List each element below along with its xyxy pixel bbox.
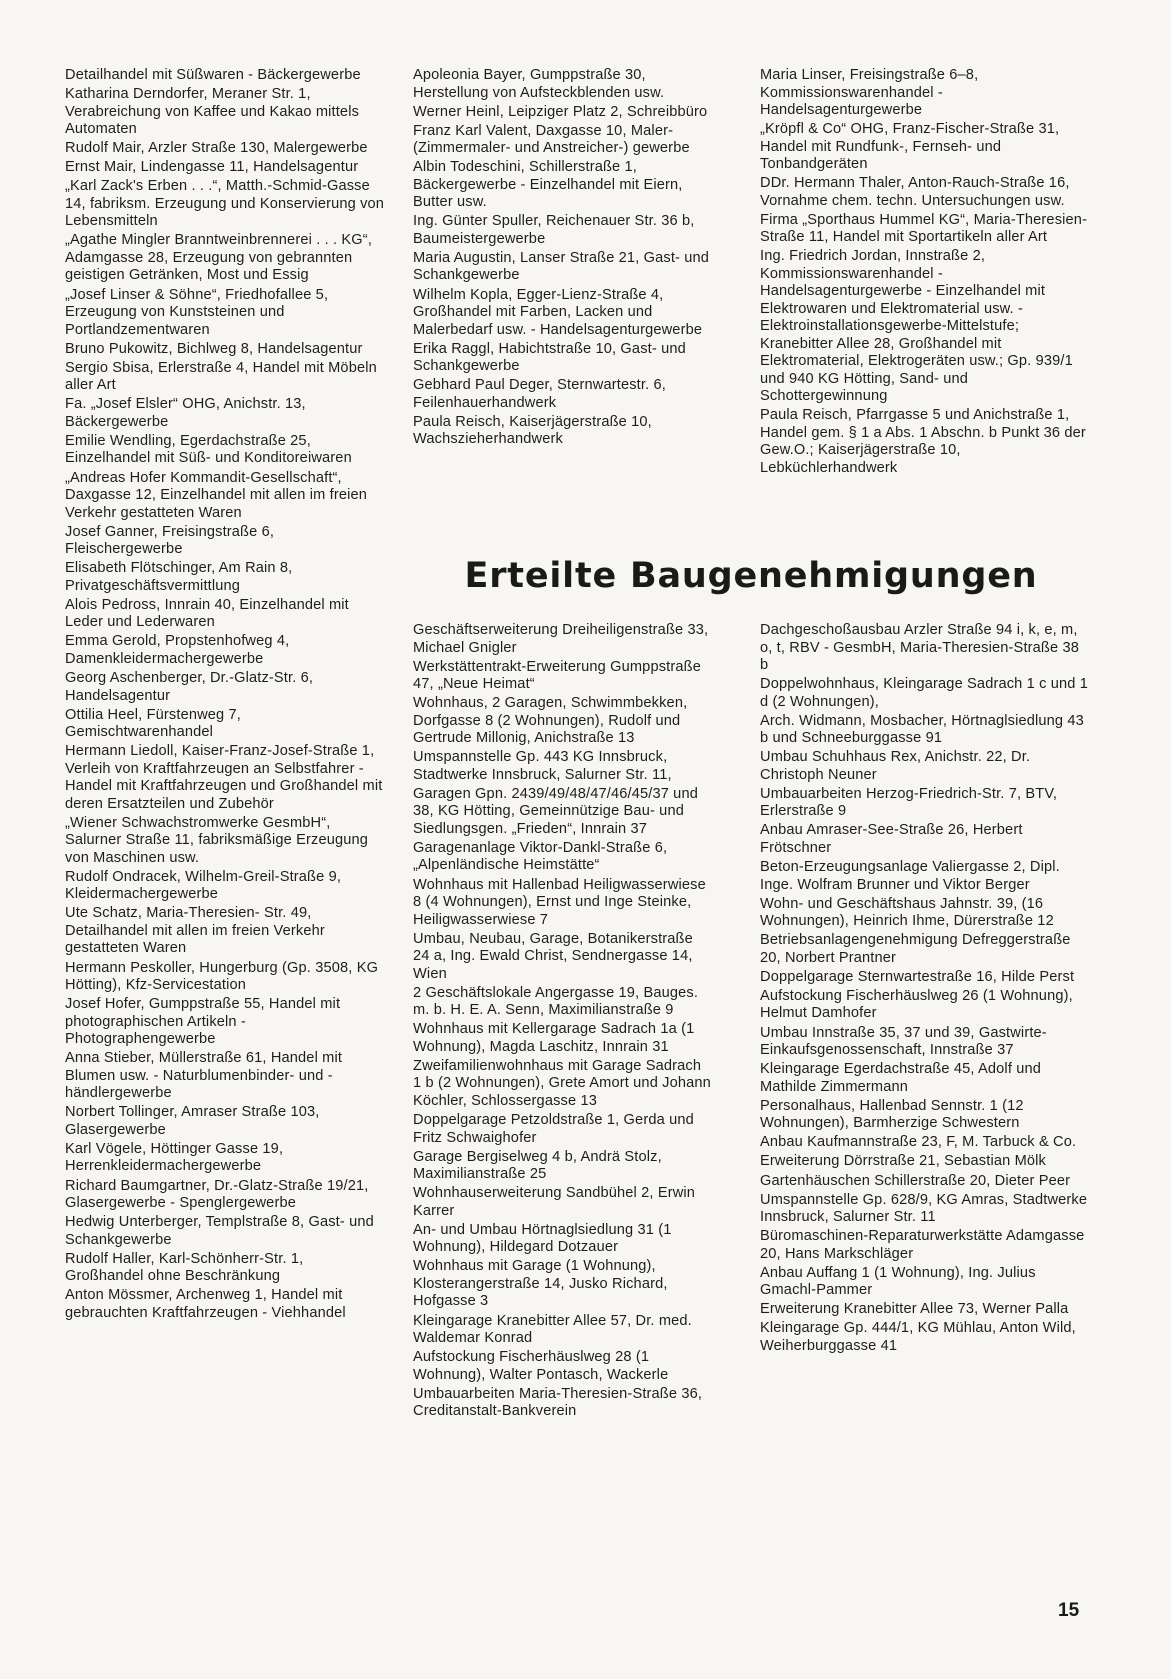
list-item: Erika Raggl, Habichtstraße 10, Gast- und Schankgewerbe bbox=[413, 340, 686, 375]
list-item: Arch. Widmann, Mosbacher, Hörtnaglsiedlung 43 b und Schneeburggasse 91 bbox=[760, 712, 1084, 747]
list-item: Dachgeschoßausbau Arzler Straße 94 i, k, e, m, o, t, RBV - GesmbH, Maria-Theresien-Straße 38 b bbox=[760, 622, 1079, 673]
list-item: Kleingarage Kranebitter Allee 57, Dr. med. Waldemar Konrad bbox=[413, 1312, 692, 1346]
list-item: Aufstockung Fischerhäuslweg 26 (1 Wohnung), Helmut Damhofer bbox=[760, 987, 1073, 1022]
list-item: Anbau Auffang 1 (1 Wohnung), Ing. Julius Gmachl-Pammer bbox=[760, 1264, 1036, 1299]
list-item: Büromaschinen-Reparaturwerkstätte Adamgasse 20, Hans Markschläger bbox=[760, 1228, 1085, 1262]
list-item: Wohnhaus, 2 Garagen, Schwimmbekken, Dorfgasse 8 (2 Wohnungen), Rudolf und Gertrude Millonig, Anichstraße 13 bbox=[413, 695, 688, 747]
list-item: Umbau, Neubau, Garage, Botanikerstraße 24 a, Ing. Ewald Christ, Sendnergasse 14, Wien bbox=[413, 930, 693, 982]
list-item: Hermann Liedoll, Kaiser-Franz-Josef-Straße 1, Verleih von Kraftfahrzeugen an Selbstfahrer - Handel mit Kraftfahrzeugen und Großhandel mit deren Ersatzteilen und Zubehör bbox=[65, 743, 383, 812]
list-item: Katharina Derndorfer, Meraner Str. 1, Verabreichung von Kaffee und Kakao mittels Automaten bbox=[65, 86, 360, 138]
list-item: Beton-Erzeugungsanlage Valiergasse 2, Dipl. Inge. Wolfram Brunner und Viktor Berger bbox=[760, 859, 1060, 893]
list-item: Umspannstelle Gp. 443 KG Innsbruck, Stadtwerke Innsbruck, Salurner Str. 11, bbox=[413, 749, 672, 783]
list-item: Umbauarbeiten Maria-Theresien-Straße 36, Creditanstalt-Bankverein bbox=[413, 1385, 703, 1420]
list-item: Wilhelm Kopla, Egger-Lienz-Straße 4, Großhandel mit Farben, Lacken und Malerbedarf usw. - Handelsagenturgewerbe bbox=[413, 286, 703, 338]
list-item: Norbert Tollinger, Amraser Straße 103, Glasergewerbe bbox=[65, 1104, 320, 1138]
list-item: Umbauarbeiten Herzog-Friedrich-Str. 7, BTV, Erlerstraße 9 bbox=[760, 785, 1058, 820]
business-permits-column-2 bbox=[413, 67, 713, 450]
list-item: Albin Todeschini, Schillerstraße 1, Bäckergewerbe - Einzelhandel mit Eiern, Butter usw. bbox=[413, 159, 683, 211]
list-item: Betriebsanlagengenehmigung Defreggerstraße 20, Norbert Prantner bbox=[760, 932, 1071, 966]
list-item: Hermann Peskoller, Hungerburg (Gp. 3508, KG Hötting), Kfz-Servicestation bbox=[65, 959, 379, 994]
list-item: Ing. Günter Spuller, Reichenauer Str. 36 b, Baumeistergewerbe bbox=[413, 213, 695, 247]
list-item: „Karl Zack's Erben . . .“, Matth.-Schmid-Gasse 14, fabriksm. Erzeugung und Konservierung von Lebensmitteln bbox=[65, 178, 385, 230]
list-item: Firma „Sporthaus Hummel KG“, Maria-Theresien-Straße 11, Handel mit Sportartikeln aller Art bbox=[760, 211, 1088, 246]
list-item: Rudolf Haller, Karl-Schönherr-Str. 1, Großhandel ohne Beschränkung bbox=[65, 1250, 304, 1285]
list-item: Josef Hofer, Gumppstraße 55, Handel mit photographischen Artikeln - Photographengewerbe bbox=[65, 996, 341, 1048]
list-item: Emma Gerold, Propstenhofweg 4, Damenkleidermachergewerbe bbox=[65, 633, 290, 667]
list-item: Rudolf Mair, Arzler Straße 130, Malergewerbe bbox=[65, 140, 368, 157]
list-item: DDr. Hermann Thaler, Anton-Rauch-Straße 16, Vornahme chem. techn. Untersuchungen usw. bbox=[760, 175, 1070, 209]
list-item: Wohnhaus mit Kellergarage Sadrach 1a (1 Wohnung), Magda Laschitz, Innrain 31 bbox=[413, 1021, 695, 1055]
list-item: Umbau Innstraße 35, 37 und 39, Gastwirte-Einkaufsgenossenschaft, Innstraße 37 bbox=[760, 1024, 1047, 1059]
list-item: Paula Reisch, Pfarrgasse 5 und Anichstraße 1, Handel gem. § 1 a Abs. 1 Abschn. b Punkt 36 der Gew.O.; Kaiserjägerstraße 10, Lebküchlerhandwerk bbox=[760, 407, 1086, 476]
list-item: Garage Bergiselweg 4 b, Andrä Stolz, Maximilianstraße 25 bbox=[413, 1148, 662, 1183]
list-item: Josef Ganner, Freisingstraße 6, Fleischergewerbe bbox=[65, 523, 275, 558]
list-item: „Josef Linser & Söhne“, Friedhofallee 5, Erzeugung von Kunststeinen und Portlandzementwaren bbox=[65, 286, 329, 338]
list-item: Gartenhäuschen Schillerstraße 20, Dieter Peer bbox=[760, 1172, 1071, 1189]
list-item: „Andreas Hofer Kommandit-Gesellschaft“, Daxgasse 12, Einzelhandel mit allen im freien Verkehr gestatteten Waren bbox=[65, 469, 368, 521]
list-item: Anton Mössmer, Archenweg 1, Handel mit gebrauchten Kraftfahrzeugen - Viehhandel bbox=[65, 1287, 346, 1321]
list-item: „Agathe Mingler Branntweinbrennerei . . . KG“, Adamgasse 28, Erzeugung von gebrannten geistigen Getränken, Most und Essig bbox=[65, 232, 373, 284]
list-item: Detailhandel mit Süßwaren - Bäckergewerbe bbox=[65, 67, 361, 83]
list-item: Ernst Mair, Lindengasse 11, Handelsagentur bbox=[65, 159, 359, 176]
list-item: Paula Reisch, Kaiserjägerstraße 10, Wachszieherhandwerk bbox=[413, 413, 652, 448]
list-item: Doppelwohnhaus, Kleingarage Sadrach 1 c und 1 d (2 Wohnungen), bbox=[760, 676, 1089, 710]
list-item: Anna Stieber, Müllerstraße 61, Handel mit Blumen usw. - Naturblumenbinder- und -händlergewerbe bbox=[65, 1050, 343, 1102]
list-item: Werner Heinl, Leipziger Platz 2, Schreibbüro bbox=[413, 103, 708, 120]
list-item: Erweiterung Kranebitter Allee 73, Werner Palla bbox=[760, 1301, 1069, 1318]
list-item: Hedwig Unterberger, Templstraße 8, Gast- und Schankgewerbe bbox=[65, 1214, 374, 1248]
list-item: Anbau Kaufmannstraße 23, F, M. Tarbuck & Co. bbox=[760, 1134, 1077, 1151]
list-item: Doppelgarage Sternwartestraße 16, Hilde Perst bbox=[760, 968, 1075, 985]
page-number: 15 bbox=[1058, 1600, 1080, 1621]
list-item: Sergio Sbisa, Erlerstraße 4, Handel mit Möbeln aller Art bbox=[65, 359, 377, 394]
building-permits-column-2 bbox=[760, 622, 1090, 1357]
list-item: Werkstättentrakt-Erweiterung Gumppstraße 47, „Neue Heimat“ bbox=[413, 658, 701, 693]
list-item: Bruno Pukowitz, Bichlweg 8, Handelsagentur bbox=[65, 340, 363, 357]
list-item: „Wiener Schwachstromwerke GesmbH“, Salurner Straße 11, fabriksmäßige Erzeugung von Maschinen usw. bbox=[65, 814, 369, 866]
list-item: Franz Karl Valent, Daxgasse 10, Maler- (Zimmermaler- und Anstreicher-) gewerbe bbox=[413, 122, 690, 157]
list-item: Rudolf Ondracek, Wilhelm-Greil-Straße 9, Kleidermachergewerbe bbox=[65, 868, 342, 903]
list-item: Fa. „Josef Elsler“ OHG, Anichstr. 13, Bäckergewerbe bbox=[65, 396, 306, 430]
list-item: „Kröpfl & Co“ OHG, Franz-Fischer-Straße 31, Handel mit Rundfunk-, Fernseh- und Tonbandgeräten bbox=[760, 121, 1060, 173]
list-item: Garagenanlage Viktor-Dankl-Straße 6, „Alpenländische Heimstätte“ bbox=[413, 839, 668, 874]
list-item: Alois Pedross, Innrain 40, Einzelhandel mit Leder und Lederwaren bbox=[65, 596, 349, 631]
list-item: Apoleonia Bayer, Gumppstraße 30, Herstellung von Aufsteckblenden usw. bbox=[413, 67, 665, 101]
list-item: Umbau Schuhhaus Rex, Anichstr. 22, Dr. Christoph Neuner bbox=[760, 749, 1031, 783]
list-item: Maria Linser, Freisingstraße 6–8, Kommissionswarenhandel - Handelsagenturgewerbe bbox=[760, 67, 979, 118]
list-item: Emilie Wendling, Egerdachstraße 25, Einzelhandel mit Süß- und Konditoreiwaren bbox=[65, 432, 352, 467]
list-item: Personalhaus, Hallenbad Sennstr. 1 (12 Wohnungen), Barmherzige Schwestern bbox=[760, 1097, 1024, 1132]
list-item: Anbau Amraser-See-Straße 26, Herbert Frötschner bbox=[760, 822, 1023, 856]
list-item: Umspannstelle Gp. 628/9, KG Amras, Stadtwerke Innsbruck, Salurner Str. 11 bbox=[760, 1191, 1088, 1226]
list-item: Elisabeth Flötschinger, Am Rain 8, Privatgeschäftsvermittlung bbox=[65, 560, 293, 594]
business-permits-column-3 bbox=[760, 67, 1090, 479]
list-item: Geschäftserweiterung Dreiheiligenstraße 33, Michael Gnigler bbox=[413, 622, 709, 656]
building-permits-column-1 bbox=[413, 622, 713, 1422]
list-item: Kleingarage Egerdachstraße 45, Adolf und Mathilde Zimmermann bbox=[760, 1061, 1042, 1095]
list-item: Ottilia Heel, Fürstenweg 7, Gemischtwarenhandel bbox=[65, 706, 242, 741]
list-item: Zweifamilienwohnhaus mit Garage Sadrach 1 b (2 Wohnungen), Grete Amort und Johann Köchler, Schlossergasse 13 bbox=[413, 1057, 711, 1109]
business-permits-column-1 bbox=[65, 67, 385, 1324]
list-item: Wohn- und Geschäftshaus Jahnstr. 39, (16 Wohnungen), Heinrich Ihme, Dürerstraße 12 bbox=[760, 895, 1054, 930]
list-item: Karl Vögele, Höttinger Gasse 19, Herrenkleidermachergewerbe bbox=[65, 1140, 284, 1175]
list-item: 2 Geschäftslokale Angergasse 19, Bauges. m. b. H. E. A. Senn, Maximilianstraße 9 bbox=[413, 984, 699, 1019]
list-item: Wohnhaus mit Garage (1 Wohnung), Klosterangerstraße 14, Jusko Richard, Hofgasse 3 bbox=[413, 1258, 668, 1310]
list-item: Garagen Gpn. 2439/49/48/47/46/45/37 und 38, KG Hötting, Gemeinnützige Bau- und Siedlungsgen. „Frieden“, Innrain 37 bbox=[413, 785, 698, 837]
list-item: Richard Baumgartner, Dr.-Glatz-Straße 19/21, Glasergewerbe - Spenglergewerbe bbox=[65, 1177, 369, 1212]
list-item: Kleingarage Gp. 444/1, KG Mühlau, Anton Wild, Weiherburggasse 41 bbox=[760, 1320, 1076, 1354]
list-item: Wohnhauserweiterung Sandbühel 2, Erwin Karrer bbox=[413, 1185, 696, 1219]
list-item: Maria Augustin, Lanser Straße 21, Gast- und Schankgewerbe bbox=[413, 249, 710, 284]
list-item: Ute Schatz, Maria-Theresien- Str. 49, Detailhandel mit allen im freien Verkehr gestatteten Waren bbox=[65, 905, 325, 957]
list-item: Doppelgarage Petzoldstraße 1, Gerda und Fritz Schwaighofer bbox=[413, 1112, 694, 1146]
list-item: Erweiterung Dörrstraße 21, Sebastian Mölk bbox=[760, 1153, 1046, 1170]
section-heading: Erteilte Baugenehmigungen bbox=[464, 556, 1038, 596]
list-item: Gebhard Paul Deger, Sternwartestr. 6, Feilenhauerhandwerk bbox=[413, 377, 666, 411]
list-item: Georg Aschenberger, Dr.-Glatz-Str. 6, Handelsagentur bbox=[65, 670, 314, 704]
list-item: Wohnhaus mit Hallenbad Heiligwasserwiese 8 (4 Wohnungen), Ernst und Inge Steinke, Heiligwasserwiese 7 bbox=[413, 876, 706, 928]
list-item: An- und Umbau Hörtnaglsiedlung 31 (1 Wohnung), Hildegard Dotzauer bbox=[413, 1221, 672, 1256]
list-item: Ing. Friedrich Jordan, Innstraße 2, Kommissionswarenhandel - Handelsagenturgewerbe - Einzelhandel mit Elektrowaren und Elektromaterial usw. - Elektroinstallationsgewerbe-Mittelstufe; Kranebitter Allee 28, Großhandel mit Elektromaterial, Elektrogeräten usw.; Gp. 939/1 und 940 KG Hötting, Sand- und Schottergewinnung bbox=[760, 248, 1073, 405]
list-item: Aufstockung Fischerhäuslweg 28 (1 Wohnung), Walter Pontasch, Wackerle bbox=[413, 1349, 669, 1383]
